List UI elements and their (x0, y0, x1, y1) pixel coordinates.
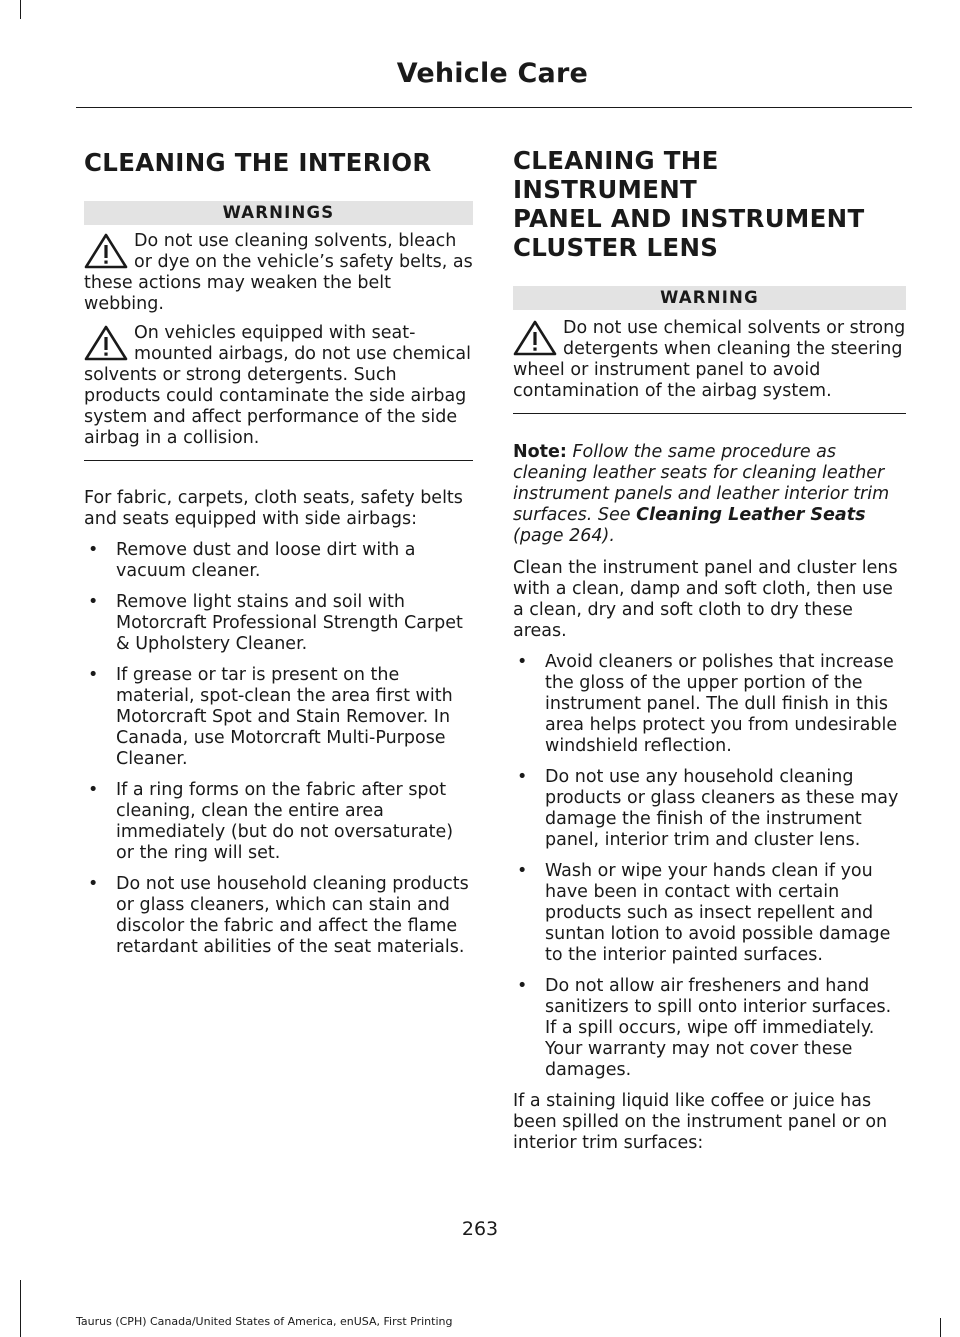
warning-item (513, 318, 906, 402)
list-item: • Avoid cleaners or polishes that increase the gloss of the upper portion of the instrument panel. The dull finish in this area helps protect you from undesirable windshield reflection. (517, 652, 898, 756)
list-item: • If grease or tar is present on the material, spot-clean the area first with Motorcraft Spot and Stain Remover. In Canada, use Motorcraft Multi-Purpose Cleaner. (88, 665, 453, 769)
heading-line: CLEANING THE INSTRUMENT (513, 146, 719, 204)
panel-bullet-list (513, 652, 906, 1081)
list-item: • Wash or wipe your hands clean if you have been in contact with certain products such as insect repellent and suntan lotion to avoid possible damage to the interior painted surfaces. (517, 861, 891, 965)
crop-mark-top-left (20, 0, 21, 19)
left-column (84, 146, 473, 968)
warning-triangle-icon (84, 233, 128, 269)
crop-mark-bottom-right (940, 1318, 941, 1337)
warning-end-rule (513, 413, 906, 414)
warnings-title: WARNINGS (84, 201, 473, 225)
cleaning-interior-heading: CLEANING THE INTERIOR (84, 148, 432, 177)
list-item: • Do not use any household cleaning products or glass cleaners as these may damage the finish of the instrument panel, interior trim and cluster lens. (517, 767, 899, 850)
list-item: • If a ring forms on the fabric after spot cleaning, clean the entire area immediately (but do not oversaturate) or the ring will set. (88, 780, 454, 863)
list-item: • Remove dust and loose dirt with a vacuum cleaner. (88, 540, 416, 581)
page-reference: (page 264). (513, 526, 615, 546)
fabric-bullet-list (84, 540, 473, 958)
warning-text: On vehicles equipped with seat-mounted airbags, do not use chemical solvents or strong detergents. Such products could contaminate the side airbag system and affect performance of the side airbag in a collision. (84, 323, 471, 448)
warning-triangle-icon (84, 325, 128, 361)
warning-item (84, 231, 473, 315)
header-rule (76, 107, 912, 108)
fabric-intro: For fabric, carpets, cloth seats, safety belts and seats equipped with side airbags: (84, 488, 463, 529)
right-column (513, 146, 906, 1154)
heading-line: CLUSTER LENS (513, 233, 719, 262)
heading-line: PANEL AND INSTRUMENT (513, 204, 865, 233)
warning-title: WARNING (513, 286, 906, 310)
warning-item (84, 323, 473, 449)
warning-text: Do not use cleaning solvents, bleach or dye on the vehicle’s safety belts, as these actions may weaken the belt webbing. (84, 231, 473, 314)
note-label: Note: (513, 442, 567, 462)
list-item: • Remove light stains and soil with Motorcraft Professional Strength Carpet & Upholstery Cleaner. (88, 592, 463, 654)
panel-cleaning-intro: Clean the instrument panel and cluster lens with a clean, damp and soft cloth, then use a clean, dry and soft cloth to dry these areas. (513, 558, 898, 641)
note-paragraph (513, 442, 906, 547)
staining-liquid-paragraph: If a staining liquid like coffee or juice has been spilled on the instrument panel or on interior trim surfaces: (513, 1091, 888, 1153)
list-item: • Do not use household cleaning products or glass cleaners, which can stain and discolor the fabric and affect the flame retardant abilities of the seat materials. (88, 874, 469, 957)
section-title: Vehicle Care (396, 58, 588, 89)
crop-mark-bottom-left (20, 1280, 21, 1337)
note-text: Follow the same procedure as cleaning leather seats for cleaning leather instrument panels and leather interior trim surfaces. See (513, 442, 890, 525)
cleaning-leather-seats-link[interactable]: Cleaning Leather Seats (636, 505, 866, 525)
warnings-end-rule (84, 460, 473, 461)
warning-triangle-icon (513, 320, 557, 356)
cleaning-instrument-panel-heading (513, 146, 906, 262)
footer-text: Taurus (CPH) Canada/United States of America, enUSA, First Printing (76, 1315, 453, 1328)
list-item: • Do not allow air fresheners and hand sanitizers to spill onto interior surfaces. If a spill occurs, wipe off immediately. Your warranty may not cover these damages. (517, 976, 892, 1080)
page-number: 263 (461, 1218, 499, 1240)
warning-text: Do not use chemical solvents or strong detergents when cleaning the steering wheel or instrument panel to avoid contamination of the airbag system. (513, 318, 906, 401)
